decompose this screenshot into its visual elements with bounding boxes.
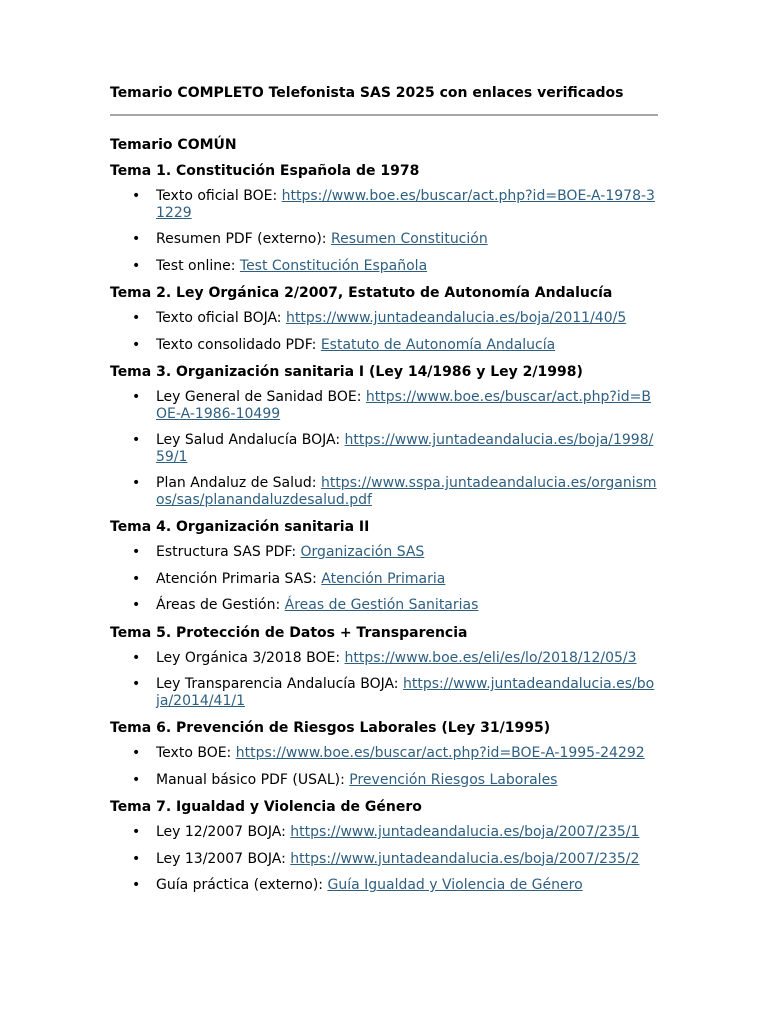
list-item — [110, 571, 658, 588]
resource-link[interactable]: Estatuto de Autonomía Andalucía — [320, 336, 556, 353]
list-item — [110, 231, 658, 248]
list-item — [110, 432, 658, 465]
section-title: Temario COMÚN — [110, 137, 237, 153]
bullet-icon: • — [132, 877, 141, 893]
resource-list — [110, 650, 658, 710]
resource-link[interactable]: Test Constitución Española — [239, 257, 428, 274]
resource-link[interactable]: https://www.juntadeandalucia.es/boja/2011/40/5 — [285, 310, 627, 326]
resource-link[interactable]: https://www.juntadeandalucia.es/boja/2014/41/1 — [156, 676, 655, 709]
resource-link[interactable]: Áreas de Gestión Sanitarias — [284, 597, 479, 613]
item-label: Ley General de Sanidad BOE: — [156, 389, 366, 405]
tema-title: Tema 4. Organización sanitaria II — [110, 519, 370, 535]
resource-link[interactable]: Guía Igualdad y Violencia de Género — [327, 877, 583, 893]
resource-link[interactable]: Atención Primaria — [321, 570, 446, 587]
bullet-icon: • — [132, 336, 141, 353]
resource-list — [110, 310, 658, 353]
bullet-icon: • — [132, 475, 141, 491]
list-item — [110, 544, 658, 561]
item-label: Texto oficial BOJA: — [156, 310, 286, 326]
resource-list — [110, 745, 658, 788]
item-label: Texto consolidado PDF: — [156, 336, 321, 353]
tema-block — [110, 162, 658, 274]
tema-title: Tema 3. Organización sanitaria I (Ley 14/1986 y Ley 2/1998) — [110, 364, 583, 380]
item-label: Ley Salud Andalucía BOJA: — [156, 432, 345, 448]
document-title: Temario COMPLETO Telefonista SAS 2025 con enlaces verificados — [110, 85, 624, 101]
bullet-icon: • — [132, 850, 141, 867]
resource-link[interactable]: Resumen Constitución — [330, 231, 488, 247]
tema-title: Tema 7. Igualdad y Violencia de Género — [110, 799, 422, 815]
tema-title: Tema 6. Prevención de Riesgos Laborales (Ley 31/1995) — [110, 720, 551, 736]
list-item — [110, 475, 658, 508]
resource-link[interactable]: https://www.juntadeandalucia.es/boja/2007/235/1 — [290, 824, 640, 840]
item-label: Resumen PDF (externo): — [156, 231, 331, 247]
resource-link[interactable]: https://www.boe.es/buscar/act.php?id=BOE-A-1995-24292 — [235, 745, 645, 761]
list-item — [110, 877, 658, 894]
bullet-icon: • — [132, 649, 141, 666]
bullet-icon: • — [132, 771, 141, 788]
list-item — [110, 389, 658, 422]
resource-link[interactable]: Prevención Riesgos Laborales — [349, 771, 558, 788]
list-item — [110, 824, 658, 841]
list-item — [110, 772, 658, 789]
list-item — [110, 676, 658, 709]
item-label: Ley 13/2007 BOJA: — [156, 850, 291, 867]
item-label: Texto oficial BOE: — [156, 188, 282, 204]
tema-block — [110, 284, 658, 353]
bullet-icon: • — [132, 310, 141, 326]
list-item — [110, 258, 658, 275]
item-label: Áreas de Gestión: — [156, 597, 285, 613]
item-label: Estructura SAS PDF: — [156, 544, 301, 560]
resource-link[interactable]: https://www.juntadeandalucia.es/boja/2007/235/2 — [290, 850, 640, 867]
list-item — [110, 310, 658, 327]
tema-block — [110, 624, 658, 710]
resource-link[interactable]: Organización SAS — [300, 544, 425, 560]
list-item — [110, 337, 658, 354]
bullet-icon: • — [132, 188, 141, 204]
item-label: Plan Andaluz de Salud: — [156, 475, 321, 491]
tema-title: Tema 2. Ley Orgánica 2/2007, Estatuto de Autonomía Andalucía — [110, 285, 613, 301]
tema-block — [110, 363, 658, 508]
resource-link[interactable]: https://www.sspa.juntadeandalucia.es/organismos/sas/planandaluzdesalud.pdf — [156, 475, 657, 508]
item-label: Guía práctica (externo): — [156, 877, 328, 893]
bullet-icon: • — [132, 676, 141, 692]
item-label: Manual básico PDF (USAL): — [156, 771, 350, 788]
list-item — [110, 851, 658, 868]
resource-link[interactable]: https://www.boe.es/buscar/act.php?id=BOE-A-1978-31229 — [156, 188, 655, 221]
item-label: Texto BOE: — [156, 745, 236, 761]
resource-list — [110, 824, 658, 894]
item-label: Ley 12/2007 BOJA: — [156, 824, 291, 840]
tema-block — [110, 798, 658, 894]
list-item — [110, 597, 658, 614]
list-item — [110, 188, 658, 221]
list-item — [110, 650, 658, 667]
bullet-icon: • — [132, 570, 141, 587]
item-label: Ley Transparencia Andalucía BOJA: — [156, 676, 403, 692]
bullet-icon: • — [132, 597, 141, 613]
tema-block — [110, 719, 658, 788]
resource-list — [110, 188, 658, 274]
resource-link[interactable]: https://www.juntadeandalucia.es/boja/1998/59/1 — [156, 432, 654, 465]
temas-list — [110, 162, 658, 894]
tema-title: Tema 1. Constitución Española de 1978 — [110, 163, 420, 179]
tema-block — [110, 518, 658, 614]
bullet-icon: • — [132, 389, 141, 405]
bullet-icon: • — [132, 745, 141, 761]
resource-link[interactable]: https://www.boe.es/buscar/act.php?id=BOE-A-1986-10499 — [156, 389, 651, 422]
list-item — [110, 745, 658, 762]
bullet-icon: • — [132, 257, 141, 274]
bullet-icon: • — [132, 231, 141, 247]
resource-list — [110, 389, 658, 508]
bullet-icon: • — [132, 824, 141, 840]
bullet-icon: • — [132, 432, 141, 448]
resource-link[interactable]: https://www.boe.es/eli/es/lo/2018/12/05/3 — [344, 649, 637, 666]
item-label: Atención Primaria SAS: — [156, 570, 322, 587]
title-divider — [110, 114, 658, 116]
tema-title: Tema 5. Protección de Datos + Transparencia — [110, 624, 468, 641]
resource-list — [110, 544, 658, 614]
bullet-icon: • — [132, 544, 141, 560]
item-label: Test online: — [156, 257, 240, 274]
item-label: Ley Orgánica 3/2018 BOE: — [156, 649, 345, 666]
